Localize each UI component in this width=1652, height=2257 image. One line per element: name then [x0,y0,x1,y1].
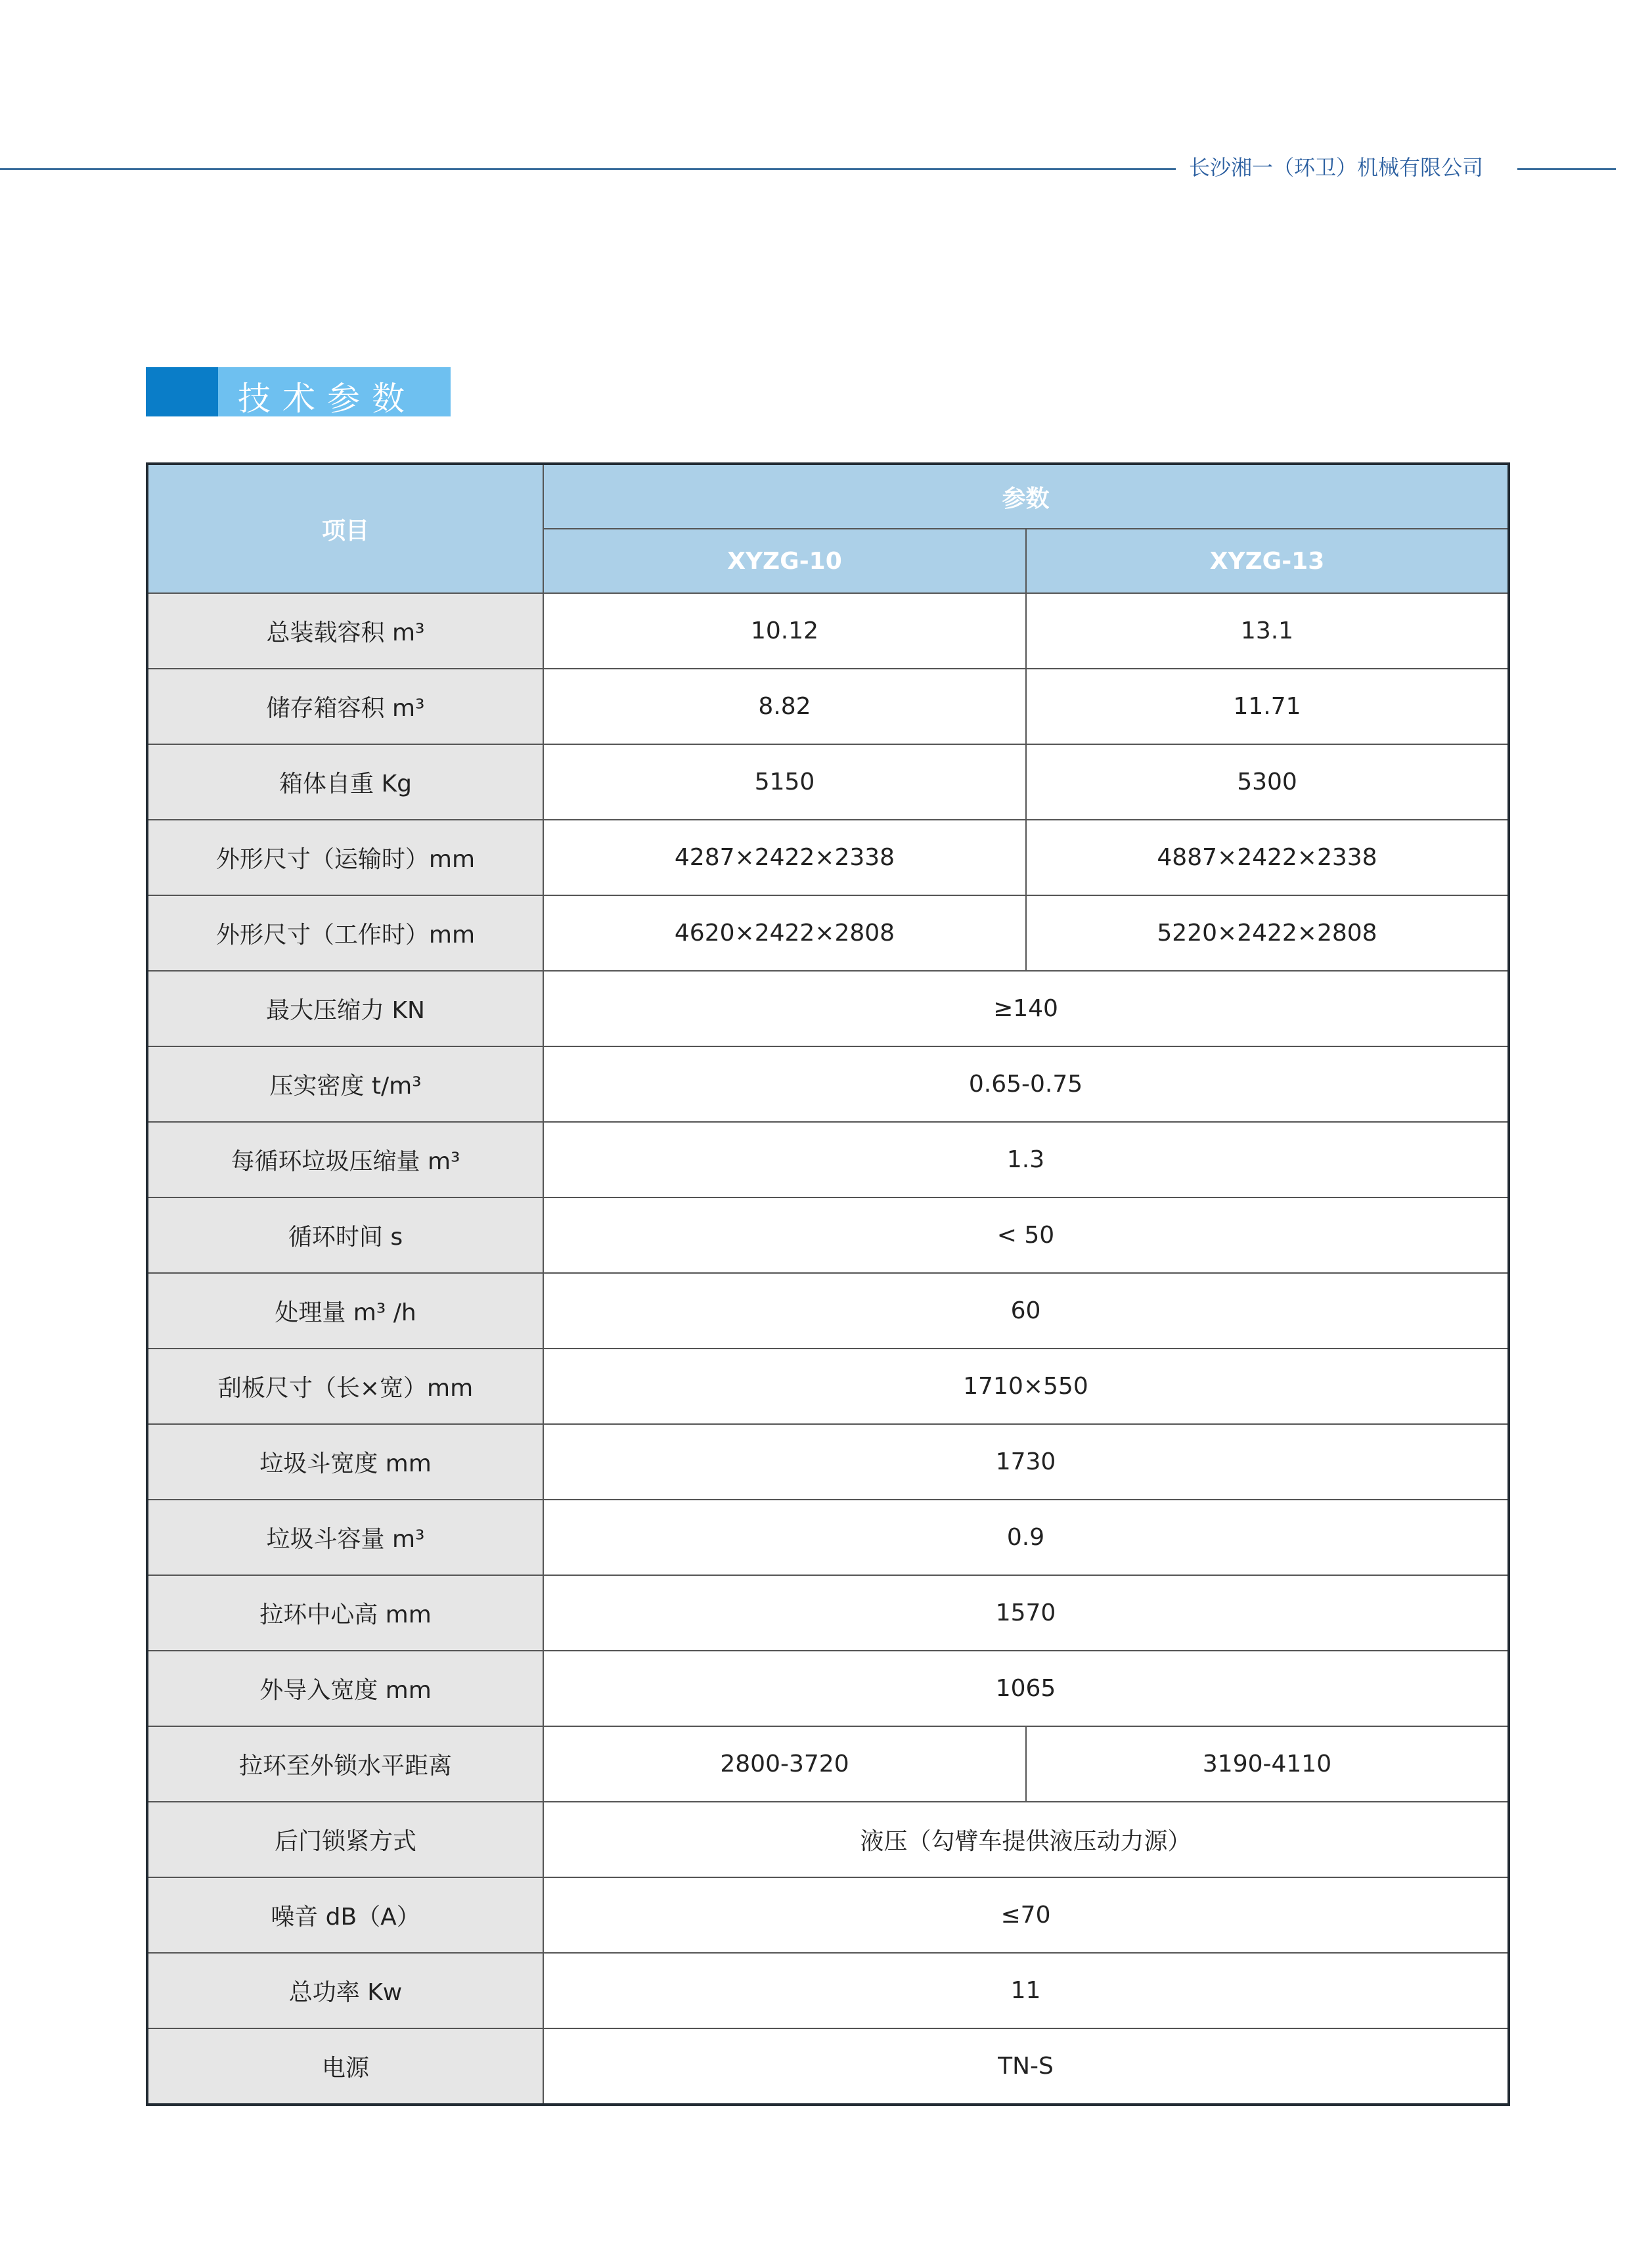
row-label: 处理量 m³ /h [147,1273,543,1349]
row-label: 后门锁紧方式 [147,1802,543,1877]
section-title-accent [146,367,218,416]
row-value: 10.12 [543,593,1026,669]
table-row [147,1273,1509,1349]
table-row [147,1349,1509,1424]
header-item: 项目 [147,464,543,593]
row-label: 储存箱容积 m³ [147,669,543,744]
table-row [147,744,1509,820]
row-label: 最大压缩力 KN [147,971,543,1046]
row-value: ≥140 [543,971,1509,1046]
row-value: 3190-4110 [1026,1726,1509,1802]
row-value: 13.1 [1026,593,1509,669]
row-value: 8.82 [543,669,1026,744]
row-label: 循环时间 s [147,1197,543,1273]
table-row [147,1726,1509,1802]
row-value: 1730 [543,1424,1509,1500]
table-row [147,1197,1509,1273]
header-model-1: XYZG-10 [543,529,1026,593]
row-value: 2800-3720 [543,1726,1026,1802]
row-value: ≤70 [543,1877,1509,1953]
row-label: 外导入宽度 mm [147,1651,543,1726]
table-row [147,971,1509,1046]
row-label: 刮板尺寸（长×宽）mm [147,1349,543,1424]
company-name: 长沙湘一（环卫）机械有限公司 [1189,155,1484,180]
table-row [147,669,1509,744]
row-label: 拉环至外锁水平距离 [147,1726,543,1802]
row-value: 5220×2422×2808 [1026,895,1509,971]
table-row [147,593,1509,669]
row-label: 外形尺寸（运输时）mm [147,820,543,895]
row-value: 1065 [543,1651,1509,1726]
row-label: 垃圾斗宽度 mm [147,1424,543,1500]
table-row [147,1651,1509,1726]
row-value: 11 [543,1953,1509,2028]
header-rule-left [0,168,1176,170]
table-row [147,1953,1509,2028]
row-value: 4620×2422×2808 [543,895,1026,971]
row-value: TN-S [543,2028,1509,2105]
row-value: 液压（勾臂车提供液压动力源） [543,1802,1509,1877]
row-value: 5150 [543,744,1026,820]
table-row [147,1500,1509,1575]
row-value: 5300 [1026,744,1509,820]
row-value: 1.3 [543,1122,1509,1197]
row-value: 4887×2422×2338 [1026,820,1509,895]
table-row [147,1424,1509,1500]
table-row [147,1575,1509,1651]
row-label: 垃圾斗容量 m³ [147,1500,543,1575]
table-row [147,895,1509,971]
table-row [147,820,1509,895]
table-row [147,1122,1509,1197]
row-label: 总功率 Kw [147,1953,543,2028]
row-value: 1710×550 [543,1349,1509,1424]
section-title-box [146,367,451,416]
row-label: 噪音 dB（A） [147,1877,543,1953]
row-value: 11.71 [1026,669,1509,744]
row-value: < 50 [543,1197,1509,1273]
row-label: 总装载容积 m³ [147,593,543,669]
row-value: 0.9 [543,1500,1509,1575]
row-label: 每循环垃圾压缩量 m³ [147,1122,543,1197]
row-value: 1570 [543,1575,1509,1651]
row-label: 压实密度 t/m³ [147,1046,543,1122]
row-value: 60 [543,1273,1509,1349]
row-label: 外形尺寸（工作时）mm [147,895,543,971]
row-value: 0.65-0.75 [543,1046,1509,1122]
row-label: 拉环中心高 mm [147,1575,543,1651]
row-value: 4287×2422×2338 [543,820,1026,895]
section-title: 技术参数 [238,380,416,418]
table-row [147,1046,1509,1122]
table-row [147,1802,1509,1877]
row-label: 箱体自重 Kg [147,744,543,820]
table-row [147,2028,1509,2105]
row-label: 电源 [147,2028,543,2105]
header-rule-right [1517,168,1616,170]
header-params: 参数 [543,464,1509,529]
spec-table [146,462,1510,2106]
table-row [147,1877,1509,1953]
header-model-2: XYZG-13 [1026,529,1509,593]
